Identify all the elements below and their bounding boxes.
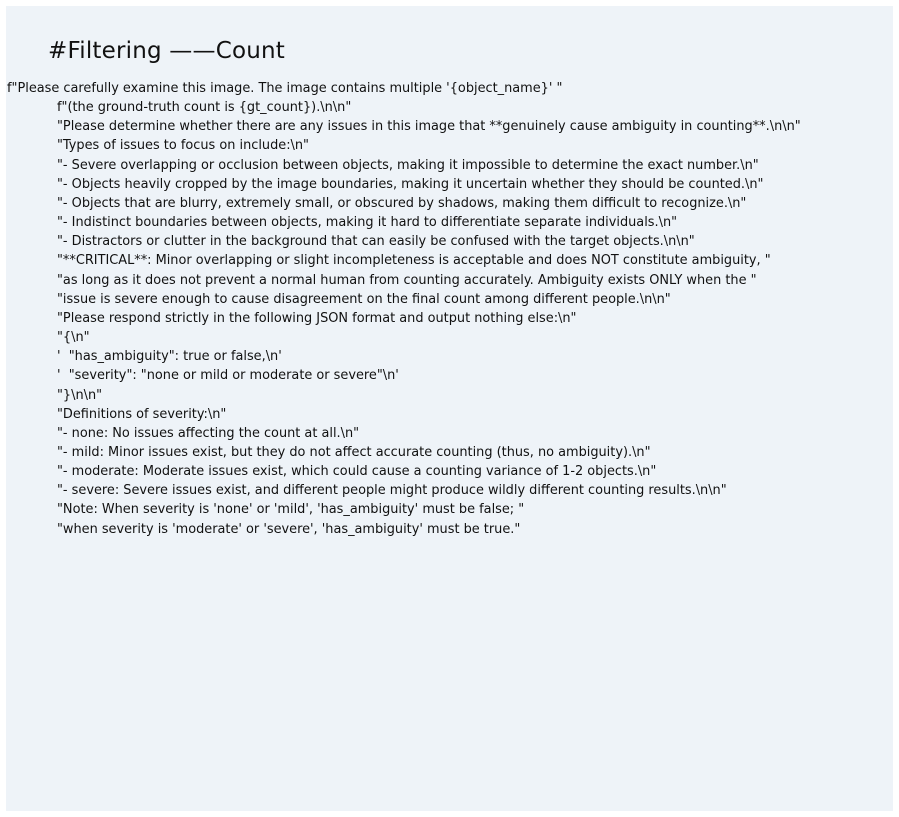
prompt-line: "when severity is 'moderate' or 'severe', 'has_ambiguity' must be true.": [57, 521, 521, 537]
prompt-line: "Definitions of severity:\n": [57, 406, 227, 422]
page-title: #Filtering ——Count: [48, 38, 286, 64]
prompt-line: "- Objects that are blurry, extremely small, or obscured by shadows, making them difficult to recognize.\n": [57, 195, 747, 211]
prompt-line: "- Severe overlapping or occlusion between objects, making it impossible to determine the exact number.\n": [57, 157, 759, 173]
prompt-line: "Types of issues to focus on include:\n": [57, 138, 309, 154]
prompt-text: [6, 79, 893, 539]
prompt-line: "}\n\n": [57, 387, 103, 403]
prompt-line: "Note: When severity is 'none' or 'mild', 'has_ambiguity' must be false; ": [57, 502, 525, 518]
prompt-line: f"(the ground-truth count is {gt_count}).\n\n": [57, 100, 352, 116]
prompt-line: "Please determine whether there are any issues in this image that **genuinely cause ambiguity in counting**.\n\n": [57, 119, 801, 135]
prompt-line: ' "has_ambiguity": true or false,\n': [57, 349, 282, 365]
prompt-line: "- Indistinct boundaries between objects, making it hard to differentiate separate individuals.\n": [57, 215, 678, 231]
prompt-line: "{\n": [57, 330, 90, 346]
prompt-line: f"Please carefully examine this image. The image contains multiple '{object_name}' ": [7, 81, 563, 96]
prompt-line: "- severe: Severe issues exist, and different people might produce wildly different counting results.\n\n": [57, 483, 727, 499]
prompt-line: "- Objects heavily cropped by the image boundaries, making it uncertain whether they should be counted.\n": [57, 176, 764, 192]
prompt-line: "as long as it does not prevent a normal human from counting accurately. Ambiguity exists ONLY when the ": [57, 272, 757, 288]
prompt-line: "Please respond strictly in the following JSON format and output nothing else:\n": [57, 310, 577, 326]
prompt-line: "- moderate: Moderate issues exist, which could cause a counting variance of 1-2 objects.\n": [57, 464, 657, 480]
prompt-line: ' "severity": "none or mild or moderate or severe"\n': [57, 368, 399, 384]
prompt-line: "- Distractors or clutter in the background that can easily be confused with the target objects.\n\n": [57, 234, 695, 250]
prompt-line: "- none: No issues affecting the count at all.\n": [57, 425, 360, 441]
prompt-line: "**CRITICAL**: Minor overlapping or slight incompleteness is acceptable and does NOT constitute ambiguity, ": [57, 253, 771, 269]
prompt-line: "- mild: Minor issues exist, but they do not affect accurate counting (thus, no ambiguity).\n": [57, 444, 651, 460]
prompt-panel: [6, 6, 893, 811]
prompt-line: "issue is severe enough to cause disagreement on the final count among different people.\n\n": [57, 291, 671, 307]
